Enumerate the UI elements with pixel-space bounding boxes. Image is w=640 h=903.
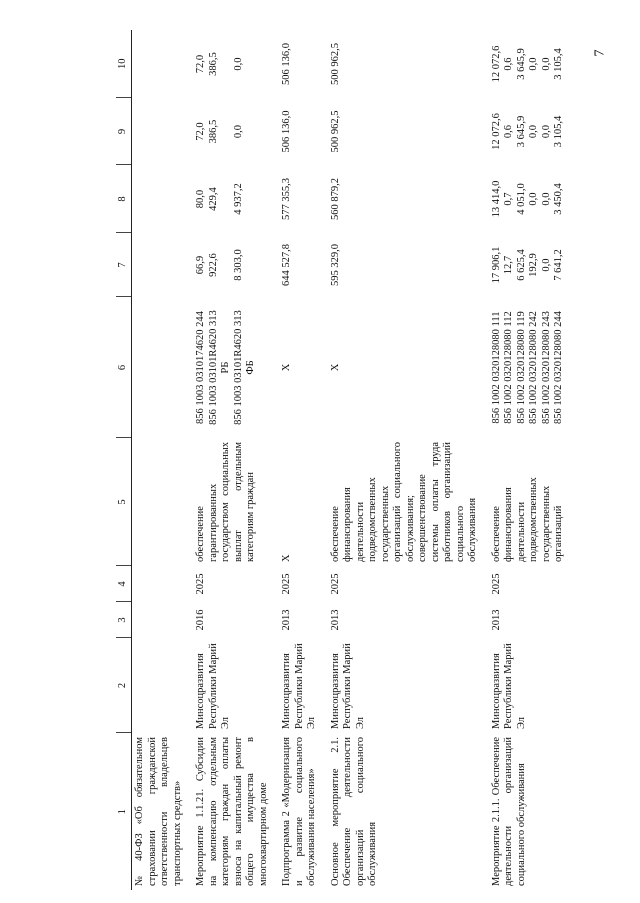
cell-line: 3 645,9 (515, 48, 527, 80)
cell-col-4 (132, 566, 191, 602)
cell-line: 0,6 (503, 124, 514, 139)
cell-line: 0,0 (540, 192, 552, 206)
cell-line: 560 879,2 (329, 178, 341, 220)
cell-line: 8 303,0 (232, 249, 244, 281)
cell-col-1: № 40-ФЗ «Об обязательном страховании гражданской ответственности владельцев транспортных средств» (134, 737, 183, 886)
cell-col-8 (276, 165, 325, 233)
cell-col-10 (325, 30, 486, 98)
cell-line: 506 136,0 (281, 43, 292, 85)
cell-line: Х (329, 363, 341, 372)
cell-line: 0,0 (528, 57, 539, 71)
cell-line: 0,6 (503, 57, 514, 71)
cell-line: 3 105,4 (553, 115, 564, 148)
cell-line: 577 355,3 (281, 178, 292, 220)
cell-line: 4 051,0 (515, 183, 527, 215)
table-row (276, 30, 325, 890)
cell-col-3: 2013 (490, 609, 502, 631)
cell-line: 192,9 (528, 253, 539, 277)
cell-col-1: Основное мероприятие 2.1. Обеспечение деятельности организаций социального обслуживания (329, 737, 378, 886)
cell-col-7 (132, 233, 191, 297)
cell-line: 7 641,2 (553, 249, 564, 281)
cell-line: Х (281, 363, 292, 372)
cell-line: 0,0 (540, 124, 552, 139)
cell-col-5: обеспечение финансирования деятельности подведомственных государственных организаций (490, 477, 564, 562)
cell-col-1: Подпрограмма 2 «Модернизация и развитие социального обслуживания населения» (281, 737, 317, 886)
cell-col-7 (276, 233, 325, 297)
cell-line: 0,0 (528, 124, 539, 139)
cell-col-2 (132, 638, 191, 733)
column-number-header (116, 30, 132, 890)
col-header-2: 2 (116, 638, 132, 733)
cell-col-7 (190, 233, 276, 297)
cell-line: 856 1002 0320128080 111 (490, 311, 502, 424)
cell-line: 856 1003 03101R4620 313 (232, 310, 244, 425)
cell-col-1: Мероприятие 2.1.1. Обеспечение деятельности организаций социального обслуживания (490, 737, 527, 886)
cell-line: РБ (220, 361, 231, 374)
cell-line (245, 237, 258, 293)
cell-line: ФБ (245, 360, 256, 375)
cell-col-7 (325, 233, 486, 297)
cell-line: 644 527,8 (281, 244, 292, 286)
cell-line: 500 962,5 (329, 110, 341, 153)
col-header-8: 8 (116, 165, 132, 233)
col-header-7: 7 (116, 233, 132, 297)
cell-line (220, 169, 233, 229)
cell-line: 72,0 (195, 54, 206, 74)
cell-col-4: 2025 (281, 573, 292, 595)
cell-line: 0,0 (232, 57, 244, 71)
cell-line: 856 1002 0320128080 243 (540, 311, 552, 424)
cell-col-8 (190, 165, 276, 233)
cell-line (220, 34, 233, 94)
program-table-sheet (116, 30, 631, 890)
cell-line (245, 34, 258, 94)
cell-line: 856 1002 0320128080 112 (503, 311, 514, 424)
cell-line: 72,0 (195, 122, 206, 141)
cell-line (220, 237, 233, 293)
cell-line: 12 072,6 (490, 113, 502, 150)
cell-col-6 (276, 297, 325, 438)
cell-line: 66,9 (195, 255, 206, 275)
cell-line: 12,7 (503, 255, 514, 275)
program-table (116, 30, 572, 890)
col-header-1: 1 (116, 733, 132, 890)
cell-col-5: обеспечение гарантированных государством социальных выплат отдельным категориям граждан (195, 442, 256, 562)
cell-col-4: 2025 (195, 573, 206, 595)
cell-line: 12 072,6 (490, 45, 502, 83)
cell-line: 0,0 (232, 124, 244, 139)
cell-line: 922,6 (207, 253, 219, 277)
table-row (132, 30, 191, 890)
cell-col-3 (132, 602, 191, 638)
cell-line: 506 136,0 (281, 110, 292, 153)
cell-line: 856 1003 03101R4620 313 (207, 310, 219, 425)
table-row (190, 30, 276, 890)
cell-line: 595 329,0 (329, 244, 341, 286)
cell-col-10 (276, 30, 325, 98)
cell-col-10 (486, 30, 572, 98)
cell-col-6 (190, 297, 276, 438)
cell-col-1: Мероприятие 1.1.21. Субсидии на компенсацию отдельным категориям граждан оплаты взноса на капитальный ремонт общего имущества в многоквартирном доме (195, 737, 269, 886)
col-header-3: 3 (116, 602, 132, 638)
cell-col-6 (325, 297, 486, 438)
cell-col-2: Минсоцразвития Республики Марий Эл (281, 643, 317, 729)
cell-col-2: Минсоцразвития Республики Марий Эл (490, 643, 527, 729)
cell-line (220, 102, 233, 161)
cell-line: 3 645,9 (515, 115, 527, 148)
cell-line: 500 962,5 (329, 43, 341, 85)
cell-col-2: Минсоцразвития Республики Марий Эл (329, 643, 366, 729)
cell-line (245, 169, 258, 229)
cell-col-10 (190, 30, 276, 98)
cell-col-9 (132, 98, 191, 165)
cell-line: 0,7 (503, 192, 514, 206)
cell-line: 6 625,4 (515, 249, 527, 281)
cell-line: 0,0 (528, 192, 539, 206)
cell-line: 4 937,2 (232, 183, 244, 215)
cell-line: 0,0 (540, 57, 552, 71)
cell-line: 3 450,4 (553, 183, 564, 215)
table-row (325, 30, 486, 890)
cell-col-9 (325, 98, 486, 165)
col-header-5: 5 (116, 438, 132, 566)
cell-line: 856 1002 0320128080 244 (553, 311, 564, 424)
col-header-9: 9 (116, 98, 132, 165)
cell-col-3: 2016 (195, 609, 206, 631)
cell-col-4: 2025 (490, 573, 502, 595)
cell-line: 13 414,0 (490, 180, 502, 218)
col-header-6: 6 (116, 297, 132, 438)
cell-line: 3 105,4 (553, 48, 564, 80)
cell-col-5 (132, 438, 191, 566)
cell-line: 856 1003 0310174620 244 (195, 311, 206, 424)
table-row (486, 30, 572, 890)
cell-col-8 (132, 165, 191, 233)
cell-col-9 (190, 98, 276, 165)
cell-col-7 (486, 233, 572, 297)
col-header-4: 4 (116, 566, 132, 602)
col-header-10: 10 (116, 30, 132, 98)
table-body (132, 30, 572, 890)
cell-col-4: 2025 (329, 573, 341, 595)
page-number: 7 (592, 49, 608, 57)
cell-line: 17 906,1 (490, 246, 502, 284)
cell-col-5: обеспечение финансирования деятельности подведомственных государственных организаций социального обслуживания; совершенствование системы оплаты труда работников организаций социального обслуживания (329, 442, 478, 562)
cell-col-9 (486, 98, 572, 165)
cell-line: 429,4 (207, 187, 219, 211)
cell-col-3: 2013 (329, 609, 341, 631)
cell-col-6 (486, 297, 572, 438)
cell-line: 386,5 (207, 52, 219, 76)
cell-line: 80,0 (195, 189, 206, 209)
cell-col-8 (325, 165, 486, 233)
cell-line: 856 1002 0320128080 119 (515, 311, 527, 424)
cell-line (245, 102, 258, 161)
cell-col-9 (276, 98, 325, 165)
cell-line: 0,0 (540, 258, 552, 272)
cell-col-2: Минсоцразвития Республики Марий Эл (195, 643, 231, 729)
cell-col-10 (132, 30, 191, 98)
cell-line: 856 1002 0320128080 242 (528, 311, 539, 424)
cell-col-8 (486, 165, 572, 233)
cell-col-3: 2013 (281, 609, 292, 631)
cell-line: 386,5 (207, 119, 219, 144)
cell-col-6 (132, 297, 191, 438)
cell-col-5: Х (281, 554, 292, 562)
